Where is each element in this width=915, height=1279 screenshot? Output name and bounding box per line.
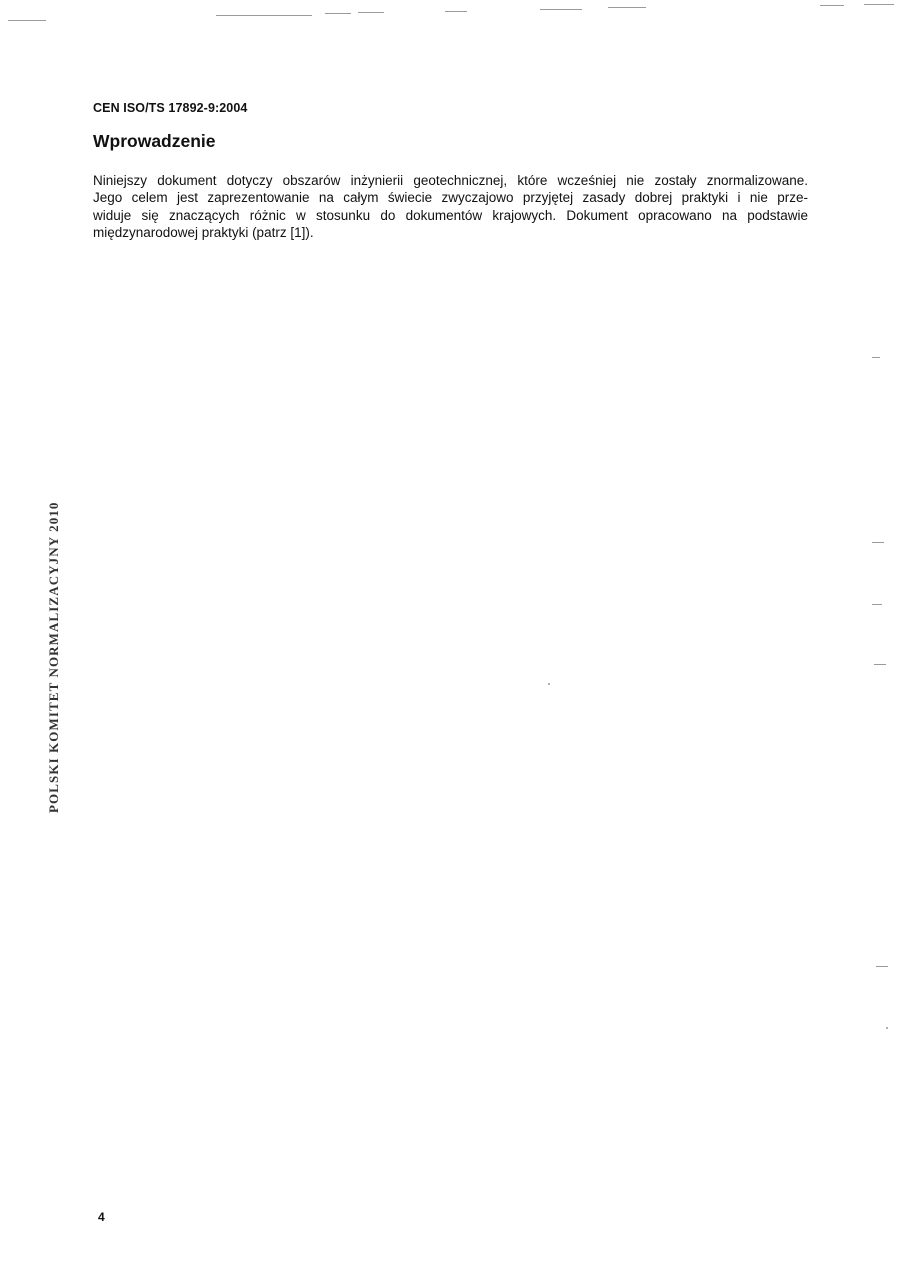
section-paragraph xyxy=(93,172,808,241)
scan-artifact-line xyxy=(874,664,886,665)
paragraph-line: Niniejszy dokument dotyczy obszarów inżynierii geotechnicznej, które wcześniej nie zostały znormalizowane. xyxy=(93,173,808,188)
scan-artifact-line xyxy=(358,12,384,13)
scan-artifact-line xyxy=(445,11,467,12)
document-id: CEN ISO/TS 17892-9:2004 xyxy=(93,101,248,115)
paragraph-line: międzynarodowej praktyki (patrz [1]). xyxy=(93,224,314,240)
scan-artifact-line xyxy=(325,13,351,14)
paragraph-line: Jego celem jest zaprezentowanie na całym świecie zwyczajowo przyjętej zasady dobrej praktyki i nie prze- xyxy=(93,190,808,206)
scan-artifact-line xyxy=(872,357,880,358)
scan-artifact-line xyxy=(872,542,884,543)
scan-artifact-line xyxy=(8,20,46,21)
vertical-watermark: POLSKI KOMITET NORMALIZACYJNY 2010 xyxy=(46,501,61,813)
scan-artifact-dot xyxy=(886,1027,888,1029)
scan-artifact-line xyxy=(216,15,312,16)
paragraph-line: widuje się znaczących różnic w stosunku do dokumentów krajowych. Dokument opracowano na podstawie xyxy=(93,207,808,223)
scan-artifact-line xyxy=(820,5,844,6)
scan-artifact-line xyxy=(876,966,888,967)
section-heading: Wprowadzenie xyxy=(93,131,216,151)
scan-artifact-line xyxy=(872,604,882,605)
scan-artifact-line xyxy=(864,4,894,5)
scan-artifact-dot xyxy=(548,683,550,685)
scan-artifact-line xyxy=(608,7,646,8)
page-number: 4 xyxy=(98,1210,105,1224)
scan-artifact-line xyxy=(540,9,582,10)
